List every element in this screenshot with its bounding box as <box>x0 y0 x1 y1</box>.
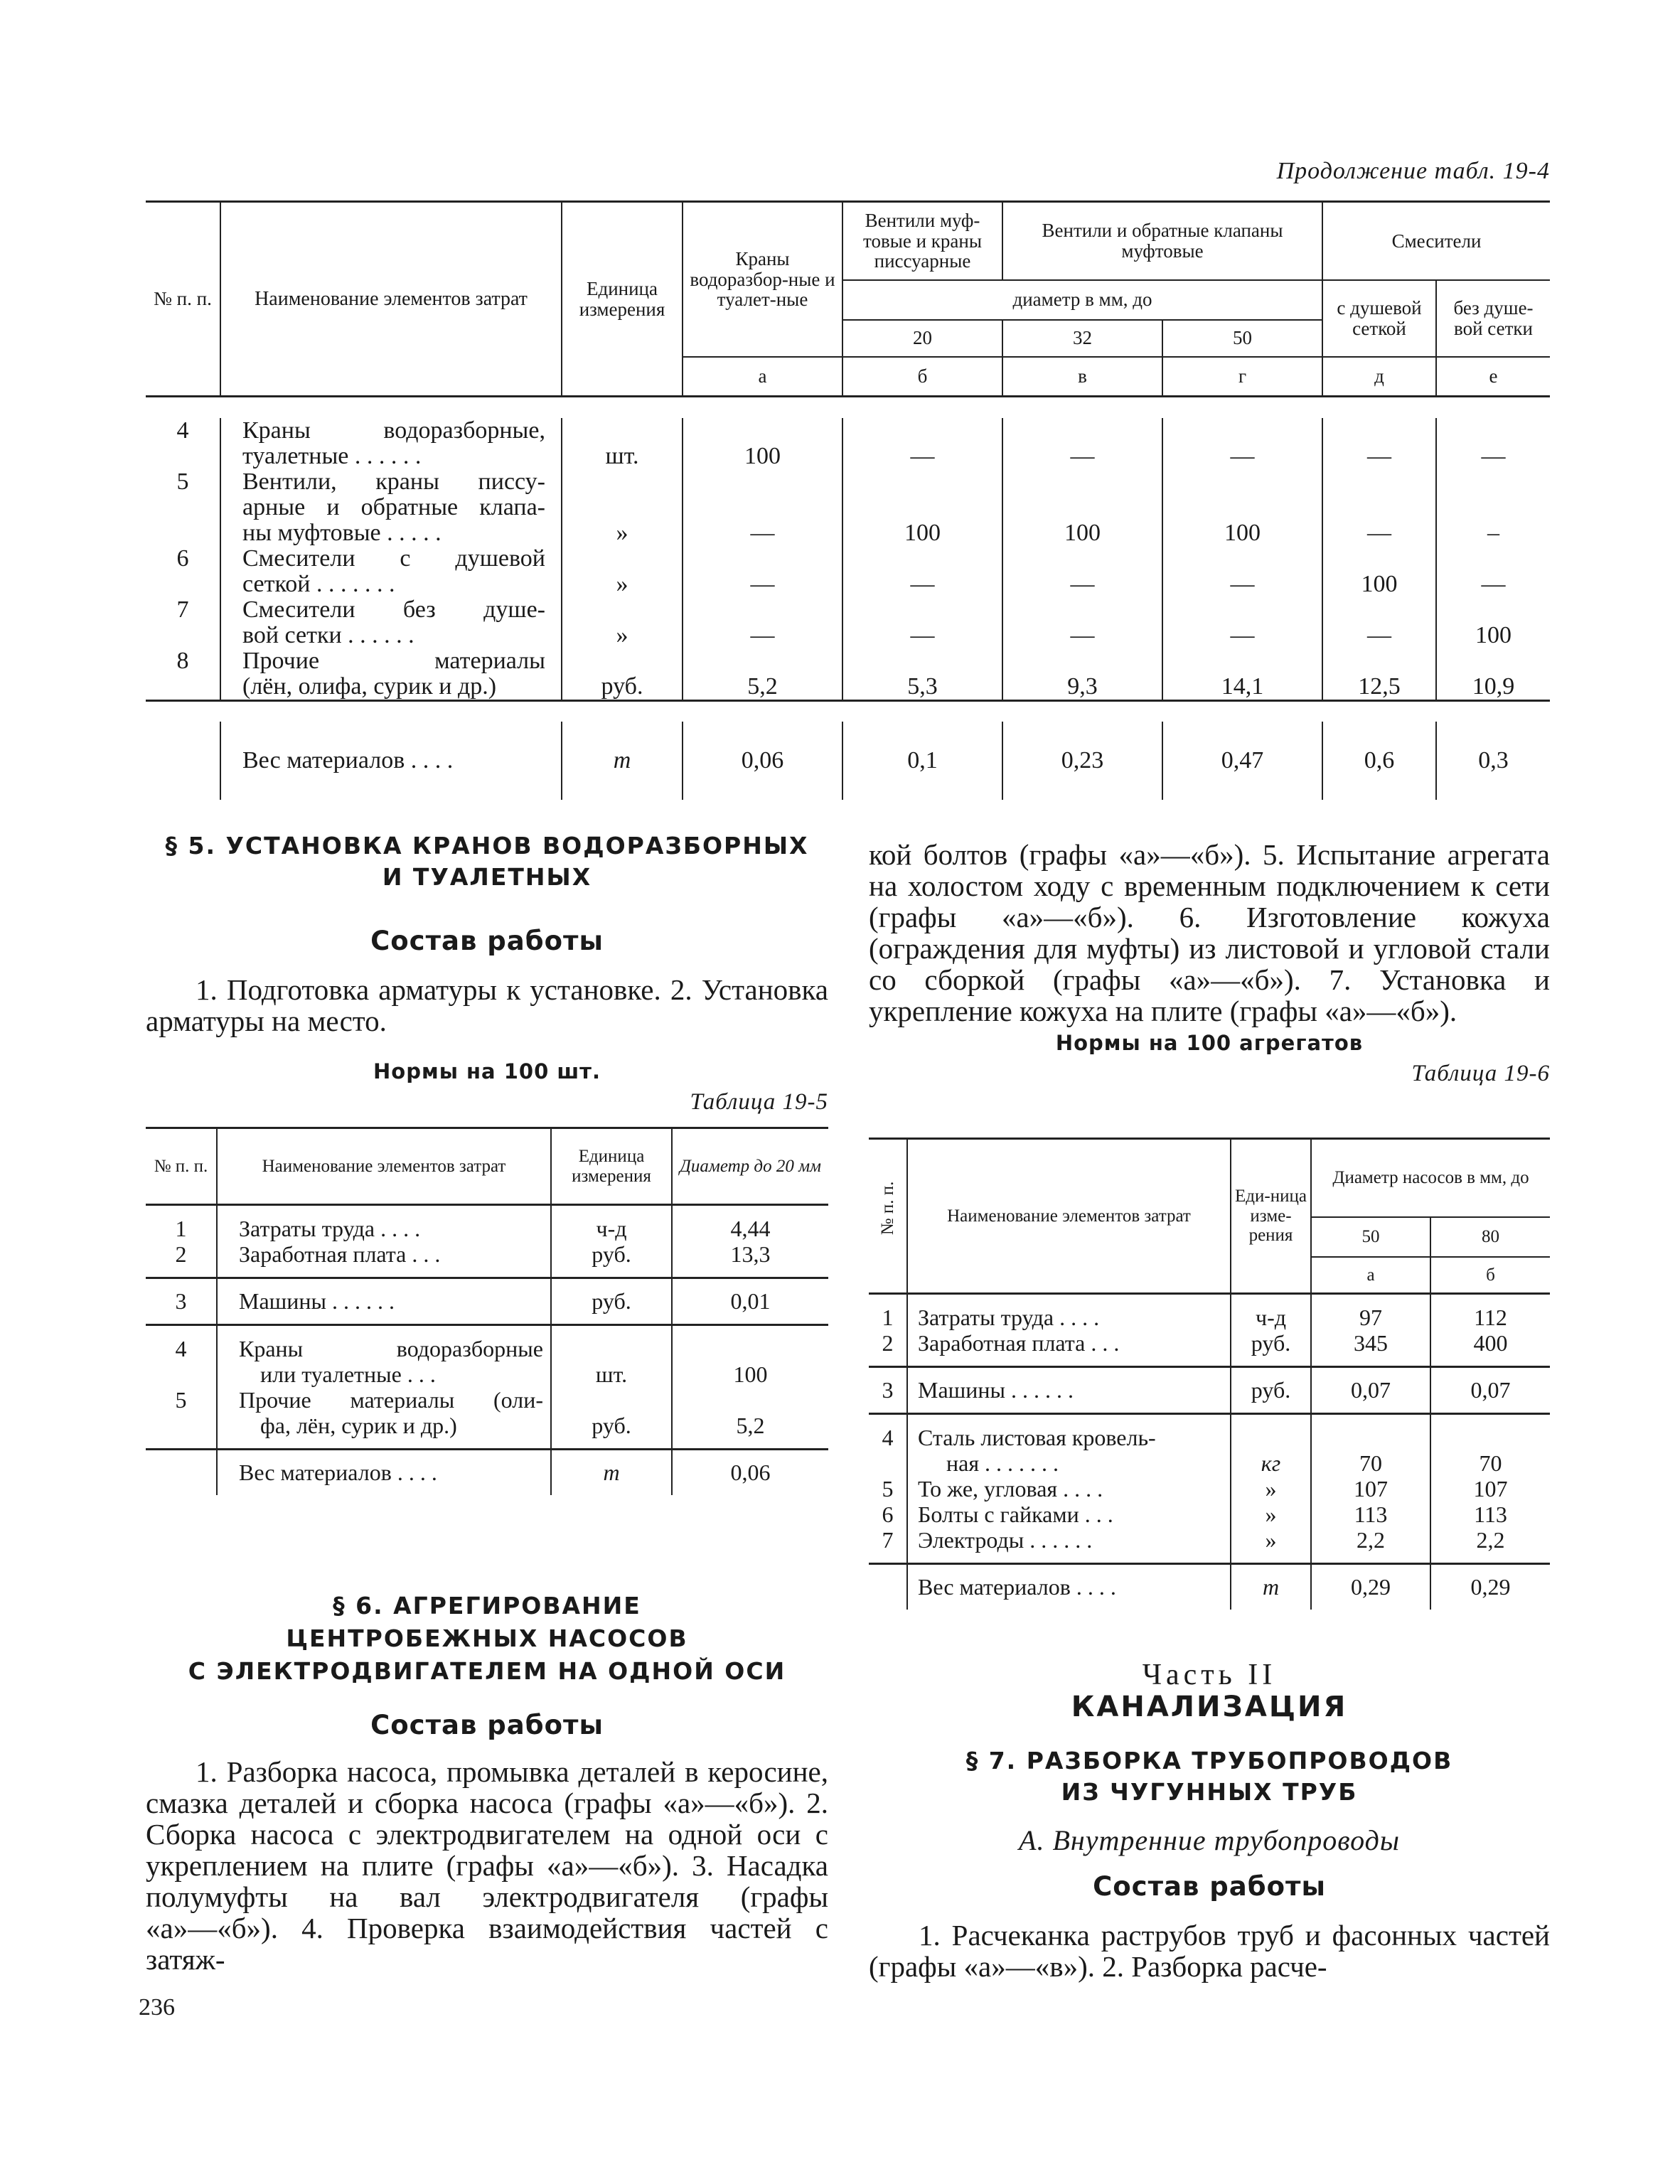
col-header-unit: Единица измерения <box>562 202 683 397</box>
t196-v80-5: 107 <box>1473 1476 1508 1502</box>
t196-weight-label: Вес материалов . . . . <box>907 1564 1231 1610</box>
col-header-with-shower: с душевой сеткой <box>1322 280 1436 357</box>
t196-v80-1: 112 <box>1474 1305 1507 1330</box>
t196-name-7: Электроды . . . . . . <box>918 1527 1093 1553</box>
cell-7-g: — <box>1230 621 1255 648</box>
section-6-text-left: 1. Разборка насоса, промывка деталей в керосине, смазка деталей и сборка насоса (графы «а»—«б»). 2. Сборка насоса с электродвигателем на одной оси с укреплением на плите (графы «а»—«б»). 3. Насадка полумуфты на вал электродвигателя (графы «а»—«б»). 4. Проверка взаимодействия частей с затяж- <box>146 1755 828 1976</box>
col-header-name: Наименование элементов затрат <box>220 202 562 397</box>
t196-v50-3: 0,07 <box>1311 1367 1430 1414</box>
section-6-title-line1: § 6. АГРЕГИРОВАНИЕ <box>333 1592 641 1620</box>
t195-num-5: 5 <box>175 1387 187 1413</box>
t195-header-diam: Диаметр до 20 мм <box>672 1128 828 1205</box>
cell-5-a: — <box>750 519 775 546</box>
cell-4-e: — <box>1481 442 1506 469</box>
t196-v50-1: 97 <box>1359 1305 1382 1330</box>
col-header-d20: 20 <box>842 320 1002 357</box>
t196-v80-4: 70 <box>1479 1450 1502 1476</box>
row-name-5b: арные и обратные клапа- <box>242 493 545 520</box>
t196-num-3: 3 <box>869 1367 907 1414</box>
row-name-7b: вой сетки . . . . . . <box>242 621 414 648</box>
cell-6-d: 100 <box>1361 570 1398 597</box>
table-19-5-caption: Таблица 19-5 <box>690 1089 828 1115</box>
t196-weight-row <box>869 1564 1550 1610</box>
t196-header-num <box>869 1139 907 1294</box>
cell-7-v: — <box>1070 621 1095 648</box>
t196-unit-3: руб. <box>1231 1367 1311 1414</box>
table-19-5-norms: Нормы на 100 шт. <box>373 1059 601 1083</box>
cell-5-d: — <box>1367 519 1391 546</box>
cell-7-d: — <box>1367 621 1391 648</box>
t195-weight-row <box>146 1450 828 1496</box>
t195-name-4b: или туалетные . . . <box>260 1361 436 1387</box>
t196-v50-2: 345 <box>1354 1330 1388 1356</box>
section-5-text: 1. Подготовка арматуры к установке. 2. Установка арматуры на место. <box>146 973 828 1037</box>
section-6-title <box>146 1590 828 1688</box>
section-7-title <box>869 1745 1550 1808</box>
t196-unit-4: кг <box>1261 1450 1281 1476</box>
t196-header-d80: 80 <box>1430 1217 1550 1257</box>
t195-val-5: 5,2 <box>736 1413 765 1438</box>
t196-v50-5: 107 <box>1354 1476 1388 1502</box>
t196-name-4a: Сталь листовая кровель- <box>918 1425 1156 1450</box>
row-name-6a: Смесители с душевой <box>242 545 545 572</box>
row-num-8: 8 <box>176 647 189 674</box>
part-2-label: Часть II <box>1142 1659 1277 1691</box>
t196-header-num-text: № п. п. <box>877 1181 897 1235</box>
weight-g: 0,47 <box>1162 722 1322 800</box>
cell-4-v: — <box>1070 442 1095 469</box>
weight-e: 0,3 <box>1436 722 1550 800</box>
cell-8-e: 10,9 <box>1472 673 1515 700</box>
t196-header-diam: Диаметр насосов в мм, до <box>1311 1139 1550 1217</box>
t195-unit-2: руб. <box>592 1241 631 1267</box>
t195-name-5b: фа, лён, сурик и др.) <box>260 1413 457 1438</box>
cell-5-g: 100 <box>1224 519 1261 546</box>
t196-name-6: Болты с гайками . . . <box>918 1502 1113 1527</box>
section-7-title-line1: § 7. РАЗБОРКА ТРУБОПРОВОДОВ <box>965 1747 1453 1774</box>
table-19-6-norms: Нормы на 100 агрегатов <box>1055 1031 1364 1055</box>
t195-weight-unit: т <box>551 1450 672 1496</box>
row-unit-5: » <box>616 519 628 546</box>
cell-7-a: — <box>750 621 775 648</box>
cell-6-a: — <box>750 570 775 597</box>
col-letter-v: в <box>1002 357 1162 397</box>
section-5-title <box>146 830 828 893</box>
section-6-title-line3: С ЭЛЕКТРОДВИГАТЕЛЕМ НА ОДНОЙ ОСИ <box>188 1657 786 1685</box>
t195-val-1: 4,44 <box>730 1216 771 1241</box>
page-number: 236 <box>139 1994 175 2020</box>
table-19-6 <box>869 1138 1550 1610</box>
t196-group-3 <box>869 1414 1550 1564</box>
cell-8-a: 5,2 <box>747 673 778 700</box>
t196-unit-2: руб. <box>1251 1330 1291 1356</box>
t195-name-3: Машины . . . . . . <box>217 1278 551 1325</box>
section-7-work-title: Состав работы <box>1093 1871 1326 1902</box>
t195-name-5a: Прочие материалы (оли- <box>239 1387 543 1413</box>
section-6-text-right: кой болтов (графы «а»—«б»). 5. Испытание агрегата на холостом ходу с временным подключением к сети (графы «а»—«б»). 6. Изготовление кожуха (ограждения для муфты) из листовой и угловой стали со сборкой (графы «а»—«б»). 7. Установка и укрепление кожуха на плите (графы «а»—«б»). <box>869 838 1550 1027</box>
col-header-cranes: Краны водоразбор-ные и туалет-ные <box>683 202 842 357</box>
t195-val-3: 0,01 <box>672 1278 828 1325</box>
weight-label: Вес материалов . . . . <box>220 722 562 800</box>
row-name-6b: сеткой . . . . . . . <box>242 570 395 597</box>
row-name-7a: Смесители без душе- <box>242 596 545 623</box>
t196-num-5: 5 <box>882 1476 894 1502</box>
row-num-7: 7 <box>176 596 189 623</box>
subsection-title: А. Внутренние трубопроводы <box>1019 1824 1400 1856</box>
t195-unit-5: руб. <box>592 1413 631 1438</box>
t195-header-unit: Единица измерения <box>551 1128 672 1205</box>
t196-name-3: Машины . . . . . . <box>907 1367 1231 1414</box>
row-num-5: 5 <box>176 468 189 495</box>
cell-6-e: — <box>1481 570 1506 597</box>
t195-unit-4: шт. <box>595 1361 628 1387</box>
t196-num-6: 6 <box>882 1502 894 1527</box>
col-header-d50: 50 <box>1162 320 1322 357</box>
col-letter-b: б <box>842 357 1002 397</box>
cell-8-v: 9,3 <box>1067 673 1098 700</box>
col-letter-d: д <box>1322 357 1436 397</box>
section-5-title-line1: § 5. УСТАНОВКА КРАНОВ ВОДОРАЗБОРНЫХ <box>165 832 809 860</box>
weight-d: 0,6 <box>1322 722 1436 800</box>
section-5-work-title: Состав работы <box>370 926 604 956</box>
cell-4-a: 100 <box>744 442 781 469</box>
t196-v50-6: 113 <box>1354 1502 1388 1527</box>
t196-weight-v80: 0,29 <box>1430 1564 1550 1610</box>
col-letter-g: г <box>1162 357 1322 397</box>
cell-5-b: 100 <box>904 519 941 546</box>
row-name-5c: ны муфтовые . . . . . <box>242 519 442 546</box>
cell-6-b: — <box>910 570 935 597</box>
row-unit-7: » <box>616 621 628 648</box>
t196-weight-unit: т <box>1231 1564 1311 1610</box>
t196-v80-3: 0,07 <box>1430 1367 1550 1414</box>
cell-4-b: — <box>910 442 935 469</box>
t196-v80-6: 113 <box>1474 1502 1507 1527</box>
t196-name-5: То же, угловая . . . . <box>918 1476 1103 1502</box>
row-name-8b: (лён, олифа, сурик и др.) <box>242 673 497 700</box>
row-unit-8: руб. <box>601 673 643 700</box>
t196-num-2: 2 <box>882 1330 894 1356</box>
row-name-5a: Вентили, краны писсу- <box>242 468 545 495</box>
t196-name-4b: ная . . . . . . . <box>946 1450 1059 1476</box>
t195-name-1: Затраты труда . . . . <box>239 1216 421 1241</box>
t195-unit-3: руб. <box>551 1278 672 1325</box>
t196-header-d50: 50 <box>1311 1217 1430 1257</box>
t195-name-2: Заработная плата . . . <box>239 1241 441 1267</box>
t195-unit-1: ч-д <box>596 1216 627 1241</box>
row-unit-4: шт. <box>605 442 639 469</box>
cell-7-e: 100 <box>1475 621 1512 648</box>
t196-header-b: б <box>1430 1257 1550 1294</box>
t196-unit-6: » <box>1265 1502 1277 1527</box>
cell-8-b: 5,3 <box>907 673 938 700</box>
t195-num-3: 3 <box>146 1278 217 1325</box>
cell-8-g: 14,1 <box>1221 673 1264 700</box>
t195-header-name: Наименование элементов затрат <box>217 1128 551 1205</box>
col-header-num: № п. п. <box>146 202 220 397</box>
t196-v50-4: 70 <box>1359 1450 1382 1476</box>
col-header-valves-urinal: Вентили муф-товые и краны писсуарные <box>842 202 1002 280</box>
col-header-mixers: Смесители <box>1322 202 1550 280</box>
t196-header-a: а <box>1311 1257 1430 1294</box>
t195-header-num: № п. п. <box>146 1128 217 1205</box>
weight-unit: т <box>562 722 683 800</box>
t196-header-name: Наименование элементов затрат <box>907 1139 1231 1294</box>
table-19-4 <box>146 200 1550 800</box>
t196-v80-7: 2,2 <box>1476 1527 1505 1553</box>
row-num-4: 4 <box>176 417 189 444</box>
section-7-title-line2: ИЗ ЧУГУННЫХ ТРУБ <box>1061 1778 1358 1806</box>
section-7-text: 1. Расчеканка раструбов труб и фасонных частей (графы «а»—«в»). 2. Разборка расче- <box>869 1919 1550 1983</box>
cell-4-g: — <box>1230 442 1255 469</box>
col-header-d32: 32 <box>1002 320 1162 357</box>
t196-num-7: 7 <box>882 1527 894 1553</box>
continuation-caption: Продолжение табл. 19-4 <box>1276 158 1550 184</box>
section-6-work-title: Состав работы <box>370 1710 604 1740</box>
cell-8-d: 12,5 <box>1358 673 1401 700</box>
t196-name-2: Заработная плата . . . <box>918 1330 1120 1356</box>
t195-val-4: 100 <box>733 1361 768 1387</box>
row-num-6: 6 <box>176 545 189 572</box>
t195-num-2: 2 <box>175 1241 187 1267</box>
t196-group-2 <box>869 1367 1550 1414</box>
t196-num-1: 1 <box>882 1305 894 1330</box>
t195-name-4a: Краны водоразборные <box>239 1336 543 1361</box>
table-19-6-caption: Таблица 19-6 <box>1411 1061 1550 1086</box>
t195-val-2: 13,3 <box>730 1241 771 1267</box>
t196-num-4: 4 <box>882 1425 894 1450</box>
t195-num-4: 4 <box>175 1336 187 1361</box>
part-2-title: КАНАЛИЗАЦИЯ <box>1071 1691 1348 1723</box>
col-header-valves-check: Вентили и обратные клапаны муфтовые <box>1002 202 1322 280</box>
weight-a: 0,06 <box>683 722 842 800</box>
t196-weight-v50: 0,29 <box>1311 1564 1430 1610</box>
cell-6-v: — <box>1070 570 1095 597</box>
t195-group-1 <box>146 1205 828 1278</box>
t196-header-unit: Еди-ница изме-рения <box>1231 1139 1311 1294</box>
t195-weight-label: Вес материалов . . . . <box>217 1450 551 1496</box>
t195-group-2 <box>146 1278 828 1325</box>
cell-7-b: — <box>910 621 935 648</box>
t196-v50-7: 2,2 <box>1357 1527 1385 1553</box>
row-name-8a: Прочие материалы <box>242 647 545 674</box>
cell-6-g: — <box>1230 570 1255 597</box>
table-19-5 <box>146 1127 828 1495</box>
section-5-title-line2: И ТУАЛЕТНЫХ <box>382 863 592 891</box>
t196-v80-2: 400 <box>1473 1330 1508 1356</box>
weight-row <box>146 722 1550 800</box>
col-header-diameter: диаметр в мм, до <box>842 280 1322 320</box>
t196-unit-7: » <box>1265 1527 1277 1553</box>
col-letter-e: е <box>1436 357 1550 397</box>
col-header-without-shower: без душе-вой сетки <box>1436 280 1550 357</box>
cell-4-d: — <box>1367 442 1391 469</box>
t196-unit-1: ч-д <box>1255 1305 1287 1330</box>
weight-b: 0,1 <box>842 722 1002 800</box>
t195-group-3 <box>146 1325 828 1450</box>
t196-group-1 <box>869 1294 1550 1367</box>
row-name-4b: туалетные . . . . . . <box>242 442 422 469</box>
t196-unit-5: » <box>1265 1476 1277 1502</box>
row-name-4a: Краны водоразборные, <box>242 417 545 444</box>
table-body <box>146 418 1550 701</box>
row-unit-6: » <box>616 570 628 597</box>
col-letter-a: а <box>683 357 842 397</box>
weight-v: 0,23 <box>1002 722 1162 800</box>
cell-5-e: – <box>1487 519 1499 546</box>
t195-weight-val: 0,06 <box>672 1450 828 1496</box>
t196-name-1: Затраты труда . . . . <box>918 1305 1100 1330</box>
cell-5-v: 100 <box>1064 519 1101 546</box>
t195-num-1: 1 <box>175 1216 187 1241</box>
section-6-title-line2: ЦЕНТРОБЕЖНЫХ НАСОСОВ <box>286 1624 688 1652</box>
